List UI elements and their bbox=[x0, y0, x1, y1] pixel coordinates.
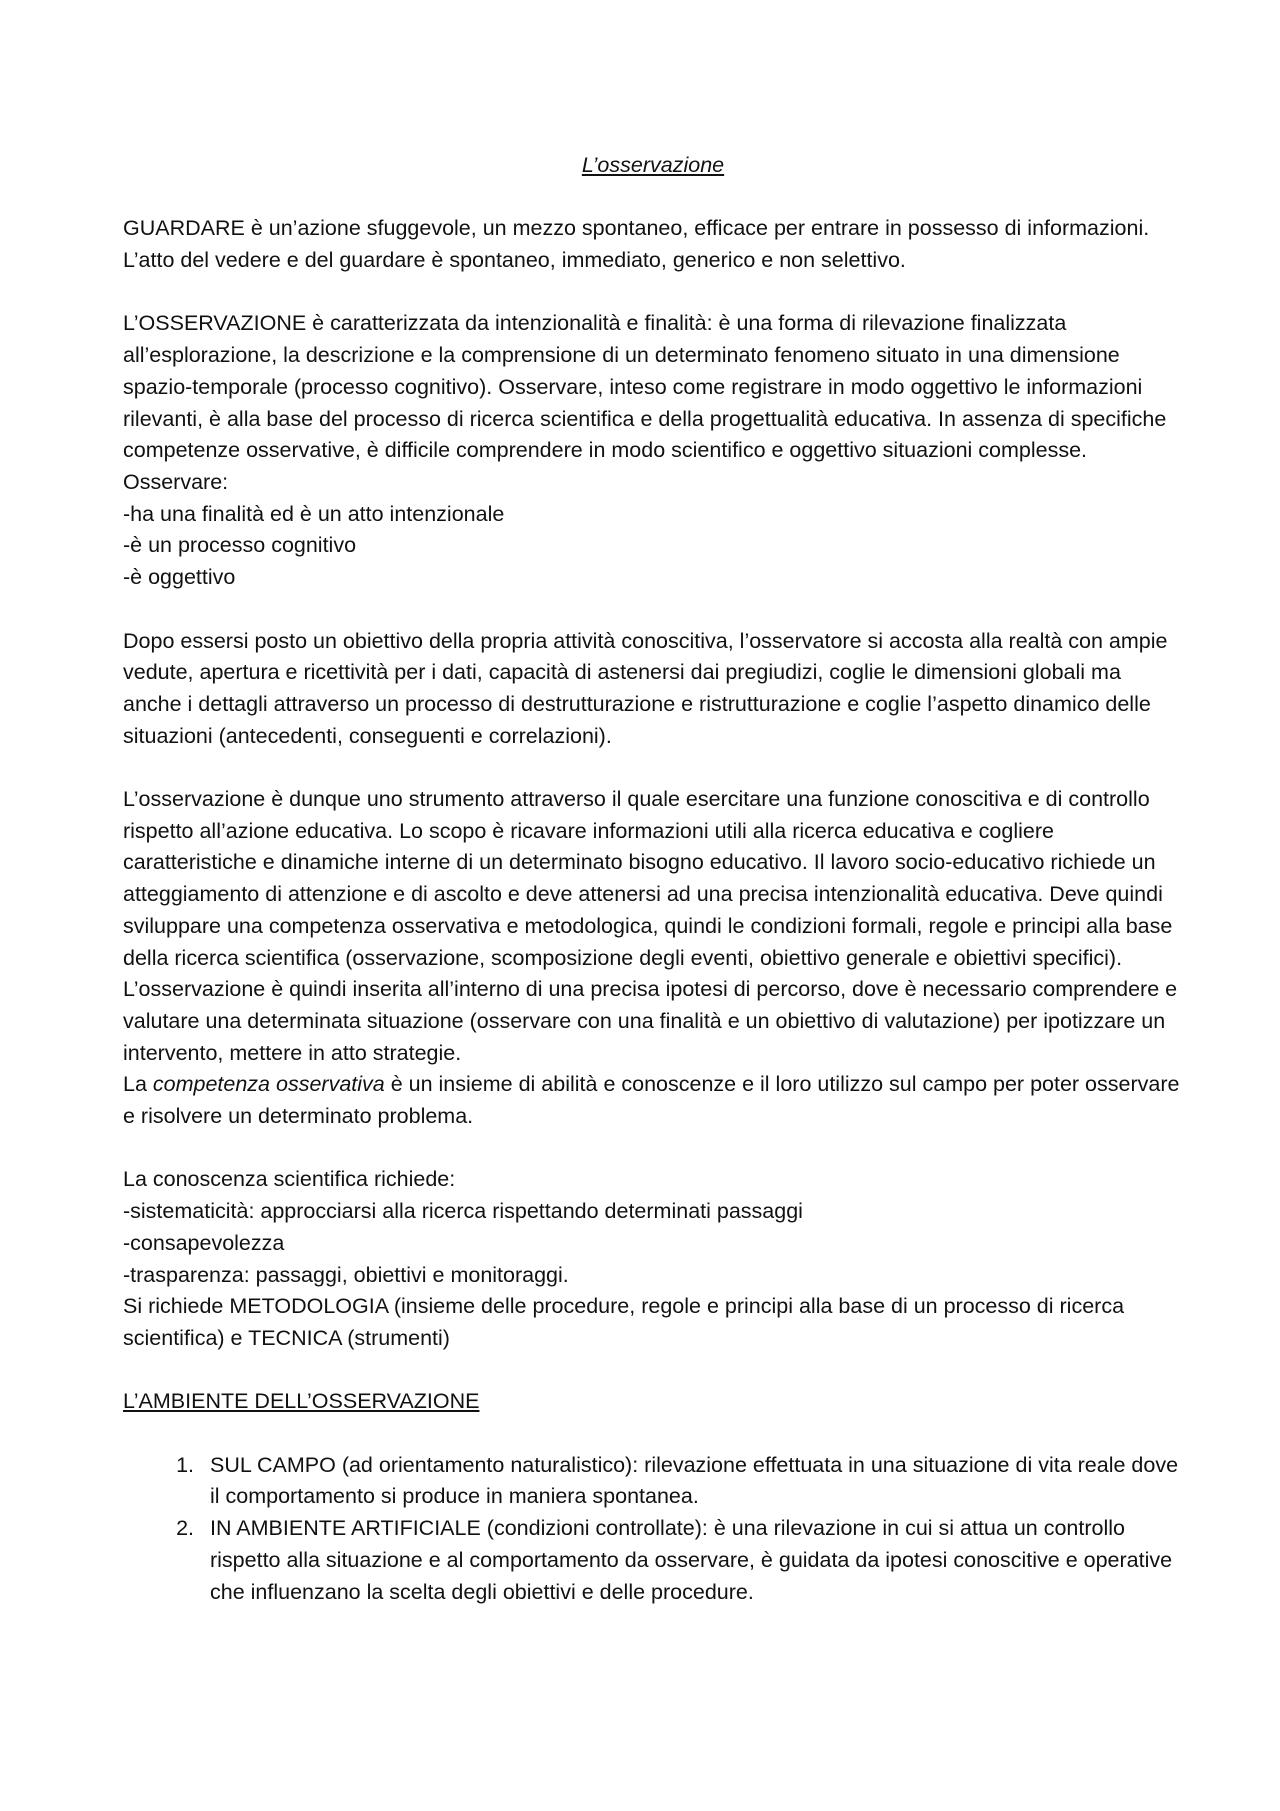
competenza-emphasis: competenza osservativa bbox=[152, 1072, 385, 1097]
spacer bbox=[123, 752, 1183, 784]
ambiente-list-item: 2. IN AMBIENTE ARTIFICIALE (condizioni controllate): è una rilevazione in cui si attua un controllo rispetto alla situazione e al comportamento da osservare, è guidata da ipotesi conoscitive e operative che influenzano la scelta degli obiettivi e delle procedure. bbox=[200, 1513, 1183, 1608]
osservare-point: -è oggettivo bbox=[123, 565, 236, 590]
spacer bbox=[123, 594, 1183, 626]
paragraph-ipotesi: L’osservazione è quindi inserita all’interno di una precisa ipotesi di percorso, dove è necessario comprendere e valutare una determinata situazione (osservare con una finalità e un obiettivo di valutazione) per ipotizzare un intervento, mettere in atto strategie. bbox=[123, 977, 1178, 1065]
paragraph-strumento: L’osservazione è dunque uno strumento attraverso il quale esercitare una funzione conoscitiva e di controllo rispetto all’azione educativa. Lo scopo è ricavare informazioni utili alla ricerca educativa e cogliere caratteristiche e dinamiche interne di un determinato bisogno educativo. Il lavoro socio-educativo richiede un atteggiamento di attenzione e di ascolto e deve attenersi ad una precisa intenzionalità educativa. Deve quindi sviluppare una competenza osservativa e metodologica, quindi le condizioni formali, regole e principi alla base della ricerca scientifica (osservazione, scomposizione degli eventi, obiettivo generale e obiettivi specifici). bbox=[123, 787, 1173, 970]
osservare-point: -ha una finalità ed è un atto intenzionale bbox=[123, 501, 505, 526]
document-title: L’osservazione bbox=[581, 153, 725, 177]
section-heading-ambiente: L’AMBIENTE DELL’OSSERVAZIONE bbox=[123, 1389, 480, 1414]
conoscenza-point: -sistematicità: approcciarsi alla ricerca rispettando determinati passaggi bbox=[123, 1199, 803, 1224]
competenza-suffix: è un insieme di abilità e conoscenze e il loro utilizzo sul campo per poter osservare e risolvere un determinato problema. bbox=[123, 1072, 1180, 1129]
spacer bbox=[123, 277, 1183, 309]
ambiente-list-item: 1. SUL CAMPO (ad orientamento naturalistico): rilevazione effettuata in una situazione di vita reale dove il comportamento si produce in maniera spontanea. bbox=[200, 1450, 1183, 1513]
paragraph-guardare: GUARDARE è un’azione sfuggevole, un mezzo spontaneo, efficace per entrare in possesso di informazioni. L’atto del vedere e del guardare è spontaneo, immediato, generico e non selettivo. bbox=[123, 216, 1150, 273]
paragraph-metodologia: Si richiede METODOLOGIA (insieme delle procedure, regole e principi alla base di un processo di ricerca scientifica) e TECNICA (strumenti) bbox=[123, 1294, 1125, 1350]
osservare-label: Osservare: bbox=[123, 470, 229, 494]
conoscenza-point: -trasparenza: passaggi, obiettivi e monitoraggi. bbox=[123, 1262, 569, 1287]
paragraph-osservazione: L’OSSERVAZIONE è caratterizzata da intenzionalità e finalità: è una forma di rilevazione finalizzata all’esplorazione, la descrizione e la comprensione di un determinato fenomeno situato in una dimensione spazio-temporale (processo cognitivo). Osservare, inteso come registrare in modo oggettivo le informazioni rilevanti, è alla base del processo di ricerca scientifica e della progettualità educativa. In assenza di specifiche competenze osservative, è difficile comprendere in modo scientifico e oggettivo situazioni complesse. bbox=[123, 311, 1167, 463]
document-body bbox=[123, 150, 1183, 1608]
spacer bbox=[123, 1418, 1183, 1450]
conoscenza-point: -consapevolezza bbox=[123, 1230, 285, 1255]
paragraph-competenza bbox=[123, 1069, 1183, 1132]
spacer bbox=[123, 1133, 1183, 1165]
paragraph-observer: Dopo essersi posto un obiettivo della propria attività conoscitiva, l’osservatore si accosta alla realtà con ampie vedute, apertura e ricettività per i dati, capacità di astenersi dai pregiudizi, coglie le dimensioni globali ma anche i dettagli attraverso un processo di destrutturazione e ristrutturazione e coglie l’aspetto dinamico delle situazioni (antecedenti, conseguenti e correlazioni). bbox=[123, 628, 1168, 748]
conoscenza-label: La conoscenza scientifica richiede: bbox=[123, 1167, 456, 1192]
spacer bbox=[123, 1355, 1183, 1387]
competenza-prefix: La bbox=[123, 1072, 153, 1097]
ambiente-list bbox=[123, 1450, 1183, 1609]
osservare-point: -è un processo cognitivo bbox=[123, 533, 357, 558]
